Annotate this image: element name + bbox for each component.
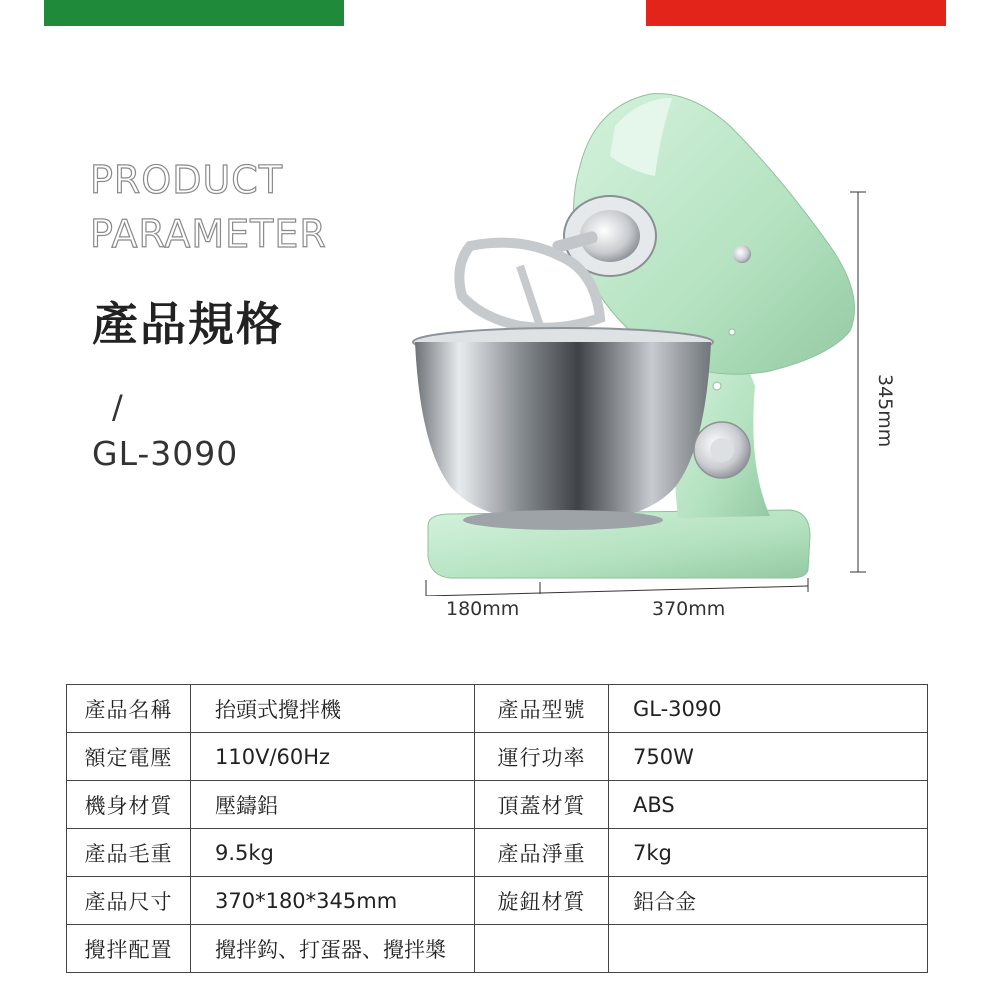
spec-value: 7kg — [609, 829, 928, 877]
spec-value: 壓鑄鋁 — [191, 781, 475, 829]
model-number: GL-3090 — [92, 434, 239, 473]
spec-label: 頂蓋材質 — [475, 781, 609, 829]
dimension-height-label: 345mm — [874, 374, 896, 448]
table-row — [67, 925, 928, 973]
spec-table — [66, 684, 928, 973]
table-row — [67, 829, 928, 877]
spec-label: 攪拌配置 — [67, 925, 191, 973]
spec-value — [609, 925, 928, 973]
spec-value: 抬頭式攪拌機 — [191, 685, 475, 733]
heading-en-line2: PARAMETER — [90, 212, 327, 256]
table-row — [67, 733, 928, 781]
spec-value: ABS — [609, 781, 928, 829]
spec-value: 攪拌鈎、打蛋器、攪拌槳 — [191, 925, 475, 973]
title-separator: / — [112, 388, 123, 426]
spec-label — [475, 925, 609, 973]
spec-value: 9.5kg — [191, 829, 475, 877]
spec-label: 產品型號 — [475, 685, 609, 733]
spec-label: 旋鈕材質 — [475, 877, 609, 925]
table-row — [67, 781, 928, 829]
spec-label: 額定電壓 — [67, 733, 191, 781]
flag-stripe-red — [646, 0, 946, 26]
flag-stripe-green — [44, 0, 344, 26]
page-title: 產品規格 — [92, 297, 284, 351]
spec-value: 鋁合金 — [609, 877, 928, 925]
spec-label: 產品名稱 — [67, 685, 191, 733]
spec-value: 370*180*345mm — [191, 877, 475, 925]
spec-value: 750W — [609, 733, 928, 781]
spec-label: 產品尺寸 — [67, 877, 191, 925]
spec-label: 運行功率 — [475, 733, 609, 781]
spec-value: GL-3090 — [609, 685, 928, 733]
spec-label: 產品毛重 — [67, 829, 191, 877]
table-row — [67, 877, 928, 925]
spec-label: 機身材質 — [67, 781, 191, 829]
table-row — [67, 685, 928, 733]
dimension-depth-label: 180mm — [446, 598, 520, 620]
dimension-width-label: 370mm — [652, 598, 726, 620]
spec-value: 110V/60Hz — [191, 733, 475, 781]
stand-mixer-illustration — [410, 86, 870, 596]
heading-en-line1: PRODUCT — [90, 158, 284, 202]
spec-label: 產品淨重 — [475, 829, 609, 877]
